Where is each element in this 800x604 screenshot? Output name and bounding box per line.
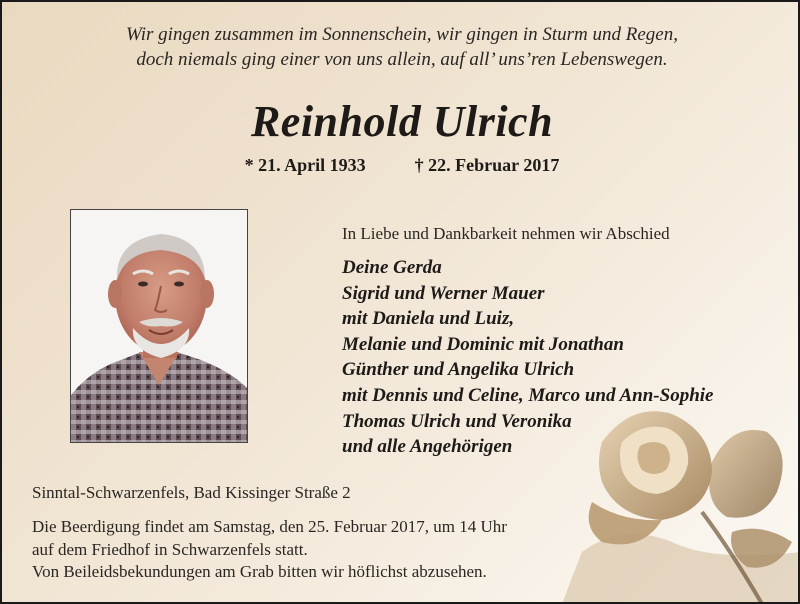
quote-line-2: doch niemals ging einer von uns allein, auf all’ uns’ren Lebenswegen. — [136, 49, 668, 70]
funeral-line-2: auf dem Friedhof in Schwarzenfels statt. — [32, 539, 308, 559]
family-member: Deine Gerda — [342, 257, 442, 278]
portrait-photo — [70, 209, 248, 443]
funeral-line-3: Von Beileidsbekundungen am Grab bitten wir höflichst abzusehen. — [32, 562, 487, 581]
family-member: Sigrid und Werner Mauer — [342, 282, 545, 304]
family-member: mit Daniela und Luiz, — [342, 308, 515, 330]
death-date: † 22. Februar 2017 — [414, 155, 560, 175]
memorial-quote — [2, 22, 800, 72]
family-member: Thomas Ulrich und Veronika — [342, 410, 572, 432]
family-member: Melanie und Dominic mit Jonathan — [342, 333, 624, 355]
family-member: und alle Angehörigen — [342, 436, 513, 458]
address: Sinntal-Schwarzenfels, Bad Kissinger Straße 2 — [32, 483, 351, 502]
family-member: Günther und Angelika Ulrich — [342, 359, 575, 381]
life-dates — [2, 152, 800, 178]
funeral-line-1: Die Beerdigung findet am Samstag, den 25. Februar 2017, um 14 Uhr — [32, 517, 507, 536]
deceased-name: Reinhold Ulrich — [250, 97, 554, 146]
family-member: mit Dennis und Celine, Marco und Ann-Sophie — [342, 384, 714, 406]
birth-date: * 21. April 1933 — [244, 155, 366, 175]
farewell-text: In Liebe und Dankbarkeit nehmen wir Abschied — [342, 224, 670, 243]
funeral-info — [32, 516, 507, 584]
quote-line-1: Wir gingen zusammen im Sonnenschein, wir gingen in Sturm und Regen, — [125, 24, 678, 45]
rose-decoration — [562, 402, 800, 604]
